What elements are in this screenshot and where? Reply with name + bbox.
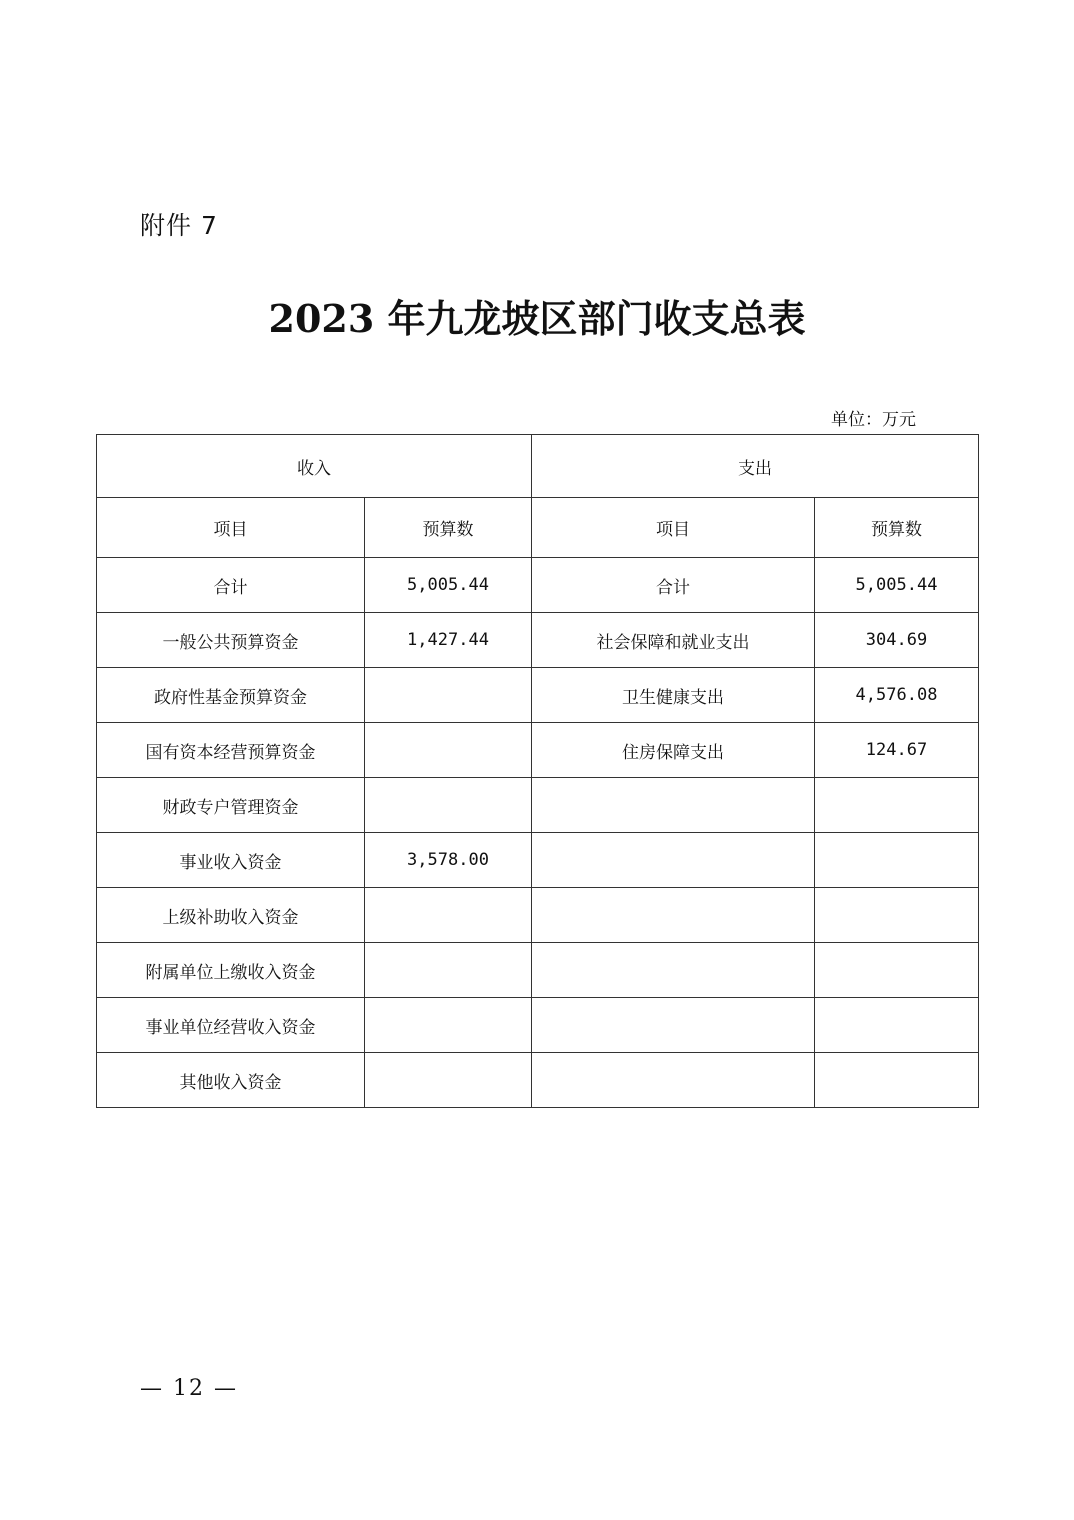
income-item-cell: 财政专户管理资金 — [97, 778, 365, 833]
expense-budget-cell — [815, 778, 979, 833]
table-row — [97, 558, 979, 613]
expense-item-cell — [532, 833, 815, 888]
table-row — [97, 723, 979, 778]
income-header: 收入 — [97, 435, 532, 498]
expense-budget-cell: 304.69 — [815, 613, 979, 668]
expense-header: 支出 — [532, 435, 979, 498]
expense-item-cell — [532, 1053, 815, 1108]
expense-item-cell: 合计 — [532, 558, 815, 613]
income-item-cell: 上级补助收入资金 — [97, 888, 365, 943]
income-budget-cell — [365, 888, 532, 943]
table-group-header-row — [97, 435, 979, 498]
page-title: 2023 年九龙坡区部门收支总表 — [268, 296, 806, 341]
attachment-label: 附件 7 — [140, 211, 218, 240]
income-item-cell: 合计 — [97, 558, 365, 613]
income-budget-cell — [365, 723, 532, 778]
table-row — [97, 778, 979, 833]
income-item-cell: 政府性基金预算资金 — [97, 668, 365, 723]
budget-table — [96, 434, 979, 1108]
income-budget-cell: 5,005.44 — [365, 558, 532, 613]
income-budget-cell — [365, 668, 532, 723]
expense-budget-cell: 5,005.44 — [815, 558, 979, 613]
income-item-cell: 其他收入资金 — [97, 1053, 365, 1108]
expense-item-cell: 社会保障和就业支出 — [532, 613, 815, 668]
income-budget-cell — [365, 778, 532, 833]
income-item-header: 项目 — [97, 498, 365, 558]
page-number: — 12 — — [140, 1376, 238, 1401]
expense-budget-cell — [815, 833, 979, 888]
table-row — [97, 668, 979, 723]
table-row — [97, 833, 979, 888]
income-budget-header: 预算数 — [365, 498, 532, 558]
income-budget-cell — [365, 943, 532, 998]
unit-label: 单位：万元 — [831, 410, 916, 430]
expense-item-cell — [532, 998, 815, 1053]
expense-budget-cell: 4,576.08 — [815, 668, 979, 723]
income-budget-cell — [365, 998, 532, 1053]
table-row — [97, 943, 979, 998]
table-row — [97, 613, 979, 668]
income-item-cell: 国有资本经营预算资金 — [97, 723, 365, 778]
expense-budget-cell — [815, 943, 979, 998]
expense-item-cell: 卫生健康支出 — [532, 668, 815, 723]
expense-item-cell — [532, 943, 815, 998]
income-item-cell: 一般公共预算资金 — [97, 613, 365, 668]
income-item-cell: 事业单位经营收入资金 — [97, 998, 365, 1053]
table-column-header-row — [97, 498, 979, 558]
expense-budget-cell — [815, 888, 979, 943]
expense-item-cell — [532, 888, 815, 943]
table-row — [97, 998, 979, 1053]
expense-budget-header: 预算数 — [815, 498, 979, 558]
expense-budget-cell: 124.67 — [815, 723, 979, 778]
income-item-cell: 事业收入资金 — [97, 833, 365, 888]
expense-item-cell: 住房保障支出 — [532, 723, 815, 778]
income-budget-cell: 3,578.00 — [365, 833, 532, 888]
expense-budget-cell — [815, 998, 979, 1053]
table-row — [97, 888, 979, 943]
income-budget-cell: 1,427.44 — [365, 613, 532, 668]
expense-budget-cell — [815, 1053, 979, 1108]
income-item-cell: 附属单位上缴收入资金 — [97, 943, 365, 998]
expense-item-header: 项目 — [532, 498, 815, 558]
expense-item-cell — [532, 778, 815, 833]
table-row — [97, 1053, 979, 1108]
income-budget-cell — [365, 1053, 532, 1108]
